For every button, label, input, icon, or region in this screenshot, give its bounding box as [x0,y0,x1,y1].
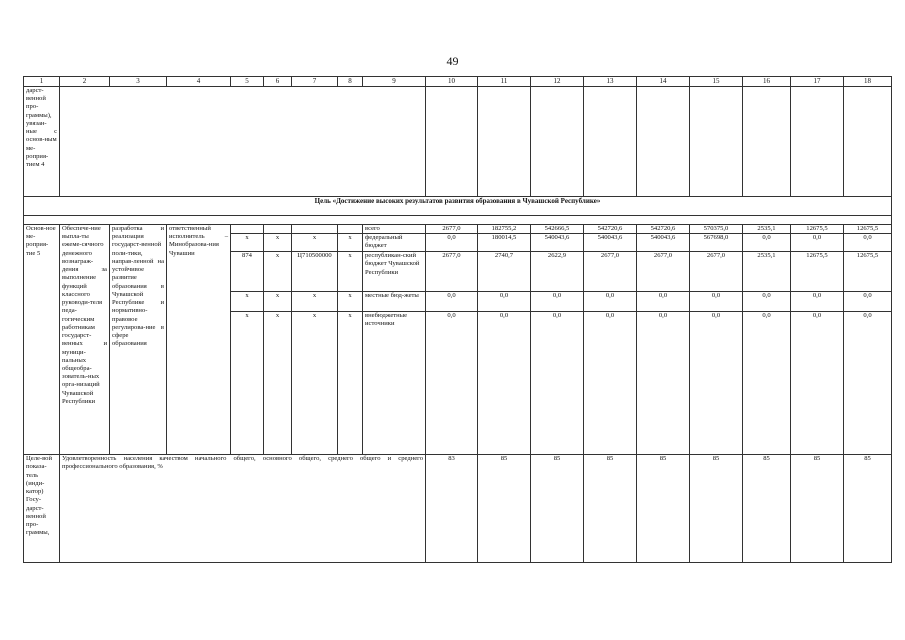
page-number: 49 [446,54,459,68]
value-cell: 542666,5 [531,225,584,234]
measure-row-extrabudgetary: x x x x внебюджетные источники 0,0 0,0 0,0 0,0 0,0 0,0 0,0 0,0 0,0 [24,312,892,455]
value-cell: 0,0 [791,292,844,312]
value-cell: 0,0 [690,312,743,455]
measure-name: Основ-ное ме-роприя-тие 5 [24,225,60,455]
indicator-value: 85 [584,455,637,563]
value-cell: 0,0 [791,312,844,455]
column-number: 10 [426,77,478,87]
indicator-row [24,455,892,563]
value-cell: 0,0 [584,312,637,455]
value-cell: 0,0 [637,292,690,312]
measure-row-local: x x x x местные бюд-жеты 0,0 0,0 0,0 0,0 0,0 0,0 0,0 0,0 0,0 [24,292,892,312]
value-cell: 0,0 [531,292,584,312]
measure-row-federal: x x x x федеральный бюджет 0,0 180014,5 540043,6 540043,6 540043,6 567698,0 0,0 0,0 0,0 [24,234,892,252]
value-cell: 12675,5 [791,252,844,292]
value-cell: 12675,5 [844,225,892,234]
indicator-value: 85 [844,455,892,563]
measure-executor: ответственный исполнитель – Минобразова-ния Чувашии [167,225,231,455]
column-number: 14 [637,77,690,87]
value-cell: 2677,0 [426,252,478,292]
funding-source: местные бюд-жеты [363,292,426,312]
indicator-value: 85 [637,455,690,563]
value-cell: 2622,9 [531,252,584,292]
carry-over-row [24,87,892,197]
column-number: 3 [110,77,167,87]
measure-task: Обеспече-ние выпла-ты ежеме-сячного денежного вознаграж-дения за выполнение функций классного руководи-теля педа-гогическим работникам государст-венных и муници-пальных общеобра-зователь-ных орга-низаций Чувашской Республики [60,225,110,455]
value-cell: 182755,2 [478,225,531,234]
value-cell: 2740,7 [478,252,531,292]
value-cell: 0,0 [844,292,892,312]
indicator-value: 83 [426,455,478,563]
value-cell: 542720,6 [584,225,637,234]
measure-row-total [24,225,892,234]
value-cell: 540043,6 [531,234,584,252]
column-number: 16 [743,77,791,87]
column-number: 4 [167,77,231,87]
column-number: 9 [363,77,426,87]
value-cell: 567698,0 [690,234,743,252]
value-cell: 12675,5 [791,225,844,234]
funding-source: республикан-ский бюджет Чувашской Республики [363,252,426,292]
value-cell: 570375,0 [690,225,743,234]
funding-source: федеральный бюджет [363,234,426,252]
measure-row-republic: 874 x Ц710500000 x республикан-ский бюджет Чувашской Республики 2677,0 2740,7 2622,9 2677,0 2677,0 2677,0 2535,1 12675,5 12675,5 [24,252,892,292]
column-number: 1 [24,77,60,87]
value-cell: 2677,0 [584,252,637,292]
column-number: 11 [478,77,531,87]
budget-table [23,76,892,563]
value-cell: 542720,6 [637,225,690,234]
column-number: 7 [292,77,338,87]
indicator-value: 85 [743,455,791,563]
value-cell: 540043,6 [584,234,637,252]
indicator-text: Удовлетворенность населения качеством начального общего, основного общего, среднего общего и среднего профессионального образования, % [60,455,426,563]
column-number: 12 [531,77,584,87]
goal-title: Цель «Достижение высоких результатов развития образования в Чувашской Республике» [24,197,892,216]
value-cell: 0,0 [426,234,478,252]
value-cell: 0,0 [743,312,791,455]
value-cell: 180014,5 [478,234,531,252]
value-cell: 0,0 [637,312,690,455]
value-cell: 0,0 [844,312,892,455]
column-number-row [24,77,892,87]
carry-over-text: дарст-венной про-граммы), увязан-ные с основ-ным ме-роприя-тием 4 [24,87,60,197]
column-number: 8 [338,77,363,87]
value-cell: 2677,0 [690,252,743,292]
value-cell: 0,0 [478,292,531,312]
value-cell: 0,0 [690,292,743,312]
value-cell: 0,0 [426,292,478,312]
value-cell: 0,0 [743,234,791,252]
column-number: 5 [231,77,264,87]
column-number: 17 [791,77,844,87]
column-number: 2 [60,77,110,87]
funding-source: внебюджетные источники [363,312,426,455]
value-cell: 0,0 [584,292,637,312]
column-number: 6 [264,77,292,87]
value-cell: 0,0 [478,312,531,455]
value-cell: 0,0 [531,312,584,455]
column-number: 18 [844,77,892,87]
value-cell: 540043,6 [637,234,690,252]
indicator-value: 85 [791,455,844,563]
funding-source: всего [363,225,426,234]
goal-row [24,197,892,216]
value-cell: 0,0 [844,234,892,252]
value-cell: 2677,0 [637,252,690,292]
value-cell: 2535,1 [743,252,791,292]
value-cell: 0,0 [743,292,791,312]
value-cell: 0,0 [426,312,478,455]
value-cell: 12675,5 [844,252,892,292]
measure-expected-result: разработка и реализация государст-венной поли-тики, направ-ленной на устойчивое развитие образования в Чувашской Республике и нормативно-правовое регулирова-ние в сфере образования [110,225,167,455]
value-cell: 2535,1 [743,225,791,234]
indicator-value: 85 [478,455,531,563]
column-number: 13 [584,77,637,87]
value-cell: 2677,0 [426,225,478,234]
column-number: 15 [690,77,743,87]
indicator-value: 85 [690,455,743,563]
indicator-label: Целе-вой показа-тель (инди-катор) Госу-дарст-венной про-граммы, [24,455,60,563]
indicator-value: 85 [531,455,584,563]
value-cell: 0,0 [791,234,844,252]
